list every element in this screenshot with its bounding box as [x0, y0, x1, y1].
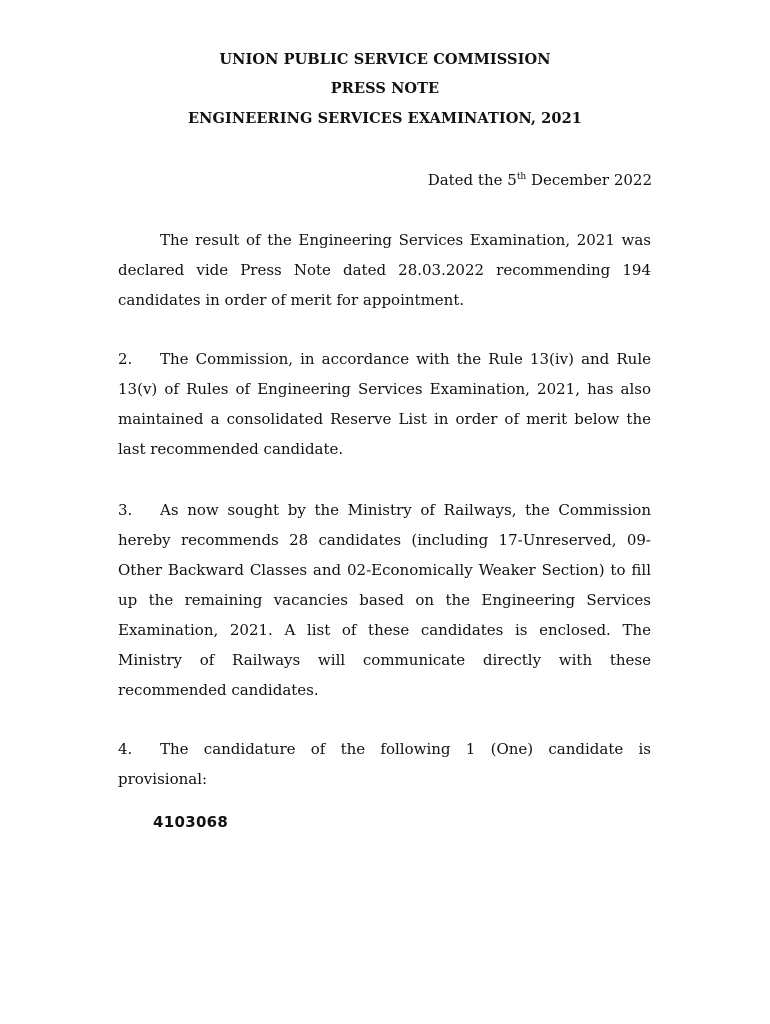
paragraph-4-text: The candidature of the following 1 (One) candidate is provisional: [118, 740, 651, 788]
paragraph-2-number: 2. [118, 350, 133, 368]
paragraph-3-number: 3. [118, 501, 133, 519]
press-note-date: Dated the 5th December 2022 [427, 171, 652, 189]
exam-title-heading: ENGINEERING SERVICES EXAMINATION, 2021 [188, 110, 582, 127]
paragraph-3-text: As now sought by the Ministry of Railways, the Commission hereby recommends 28 candidates (including 17-Unreserved, 09-Other Backward Classes and 02-Economically Weaker Section) to fill up the remaining vacancies based on the Engineering Services Examination, 2021. A list of these candidates is enclosed. The Ministry of Railways will communicate directly with these recommended candidates. [118, 501, 651, 699]
paragraph-1: The result of the Engineering Services Examination, 2021 was declared vide Press Note dated 28.03.2022 recommending 194 candidates in order of merit for appointment. [118, 231, 651, 309]
paragraph-4 [118, 734, 651, 794]
paragraph-4-number: 4. [118, 740, 133, 758]
provisional-candidate-roll-number: 4103068 [153, 813, 229, 831]
paragraph-2-text: The Commission, in accordance with the Rule 13(iv) and Rule 13(v) of Rules of Engineering Services Examination, 2021, has also maintained a consolidated Reserve List in order of merit below the last recommended candidate. [118, 350, 651, 458]
paragraph-3 [118, 495, 651, 705]
paragraph-2 [118, 344, 651, 464]
organization-heading: UNION PUBLIC SERVICE COMMISSION [219, 51, 551, 68]
doc-type-heading: PRESS NOTE [330, 80, 440, 97]
